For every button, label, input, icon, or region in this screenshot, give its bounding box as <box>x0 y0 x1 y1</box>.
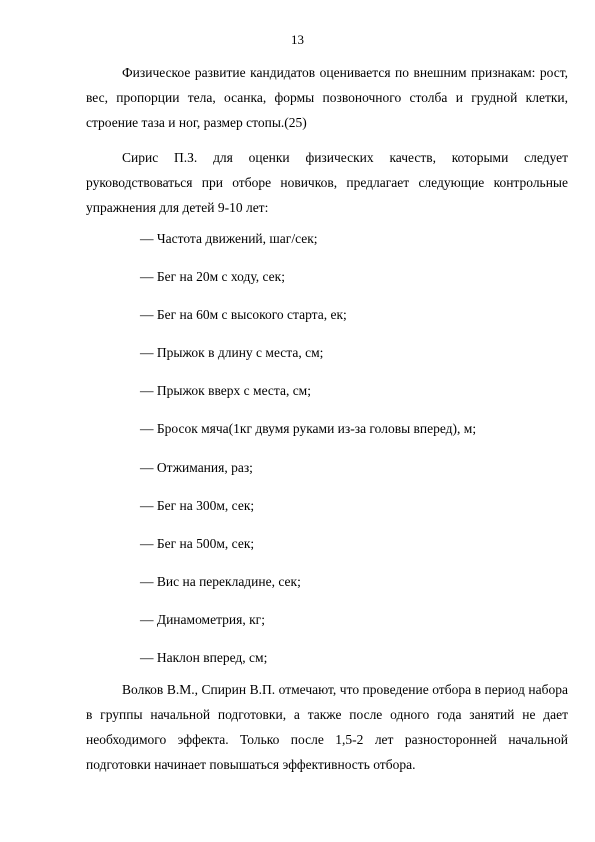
paragraph-physical-development: Физическое развитие кандидатов оценивается по внешним признакам: рост, вес, пропорции тела, осанка, формы позвоночного столба и грудной клетки, строение таза и ног, размер стопы.(25) <box>86 65 568 130</box>
page-number: 13 <box>291 32 304 47</box>
list-item: — Частота движений, шаг/сек; <box>140 231 318 246</box>
list-item: — Бег на 300м, сек; <box>140 497 255 513</box>
list-item: — Бросок мяча(1кг двумя руками из-за головы вперед), м; <box>140 421 477 437</box>
list-item: — Прыжок в длину с места, см; <box>140 345 324 361</box>
list-item: — Наклон вперед, см; <box>140 650 268 666</box>
list-item: — Бег на 60м с высокого старта, ек; <box>140 307 347 323</box>
list-item: — Бег на 500м, сек; <box>140 535 255 551</box>
list-item: — Отжимания, раз; <box>140 459 253 475</box>
paragraph-volkov-spirin: Волков В.М., Спирин В.П. отмечают, что проведение отбора в период набора в группы начальной подготовки, а также после одного года занятий не дает необходимого эффекта. Только после 1,5-2 лет разносторонней начальной подготовки начинает повышаться эффективность отбора. <box>86 682 568 772</box>
list-item: — Бег на 20м с ходу, сек; <box>140 269 285 285</box>
exercise-list <box>140 226 476 683</box>
paragraph-siris-exercises-intro: Сирис П.З. для оценки физических качеств, которыми следует руководствоваться при отборе новичков, предлагает следующие контрольные упражнения для детей 9-10 лет: <box>86 150 568 215</box>
list-item: — Прыжок вверх с места, см; <box>140 383 311 399</box>
list-item: — Вис на перекладине, сек; <box>140 573 301 589</box>
list-item: — Динамометрия, кг; <box>140 611 265 627</box>
